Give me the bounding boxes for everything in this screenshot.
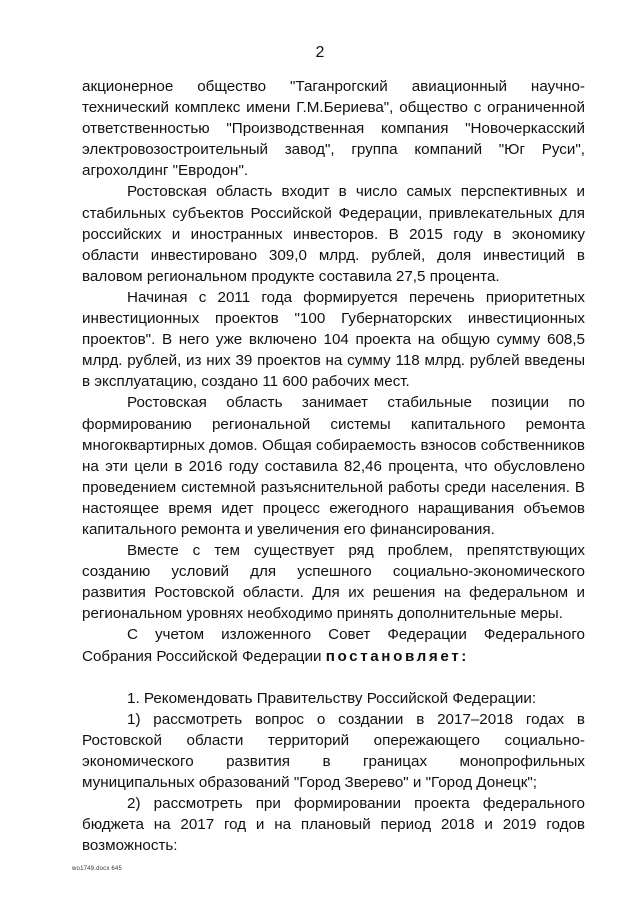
document-body: [82, 76, 585, 856]
paragraph-continuation: акционерное общество "Таганрогский авиационный научно-технический комплекс имени Г.М.Бериева", общество с ограниченной ответственностью "Производственная компания "Новочеркасский электровозостроительный завод", группа компаний "Юг Руси", агрохолдинг "Евродон".: [82, 78, 585, 180]
page-number: 2: [315, 44, 325, 61]
item-1-subitem-2: 2) рассмотреть при формировании проекта федерального бюджета на 2017 год и на плановый период 2018 и 2019 годов возможность:: [82, 795, 585, 855]
paragraph-capital-repair: Ростовская область занимает стабильные позиции по формированию региональной системы капитального ремонта многоквартирных домов. Общая собираемость взносов собственников на эти цели в 2016 году составила 82,46 процента, что обусловлено проведением системной разъяснительной работы среди населения. В настоящее время идет процесс ежегодного наращивания объемов капитального ремонта и увеличения его финансирования.: [82, 394, 585, 538]
paragraph-investment: Ростовская область входит в число самых перспективных и стабильных субъектов Российской Федерации, привлекательных для российских и иностранных инвесторов. В 2015 году в экономику области инвестировано 309,0 млрд. рублей, доля инвестиций в валовом региональном продукте составила 27,5 процента.: [82, 183, 585, 285]
spacer: [82, 667, 585, 688]
resolution-intro: С учетом изложенного Совет Федерации Федерального Собрания Российской Федерации: [82, 626, 585, 665]
resolution-verb: постановляет:: [325, 647, 469, 665]
resolution-intro-paragraph: [82, 624, 585, 666]
item-1: 1. Рекомендовать Правительству Российской Федерации:: [127, 689, 537, 707]
paragraph-problems: Вместе с тем существует ряд проблем, препятствующих созданию условий для успешного социально-экономического развития Ростовской области. Для их решения на федеральном и региональном уровнях необходимо принять дополнительные меры.: [82, 542, 585, 623]
paragraph-projects: Начиная с 2011 года формируется перечень приоритетных инвестиционных проектов "100 Губернаторских инвестиционных проектов". В него уже включено 104 проекта на общую сумму 608,5 млрд. рублей, из них 39 проектов на сумму 118 млрд. рублей введены в эксплуатацию, создано 11 600 рабочих мест.: [82, 288, 585, 391]
item-1-subitem-1: 1) рассмотреть вопрос о создании в 2017–2018 годах в Ростовской области территорий опережающего социально-экономического развития в границах монопрофильных муниципальных образований "Город Зверево" и "Город Донецк";: [82, 710, 585, 791]
footer-file-reference: wo1749.docx 645: [72, 866, 123, 872]
